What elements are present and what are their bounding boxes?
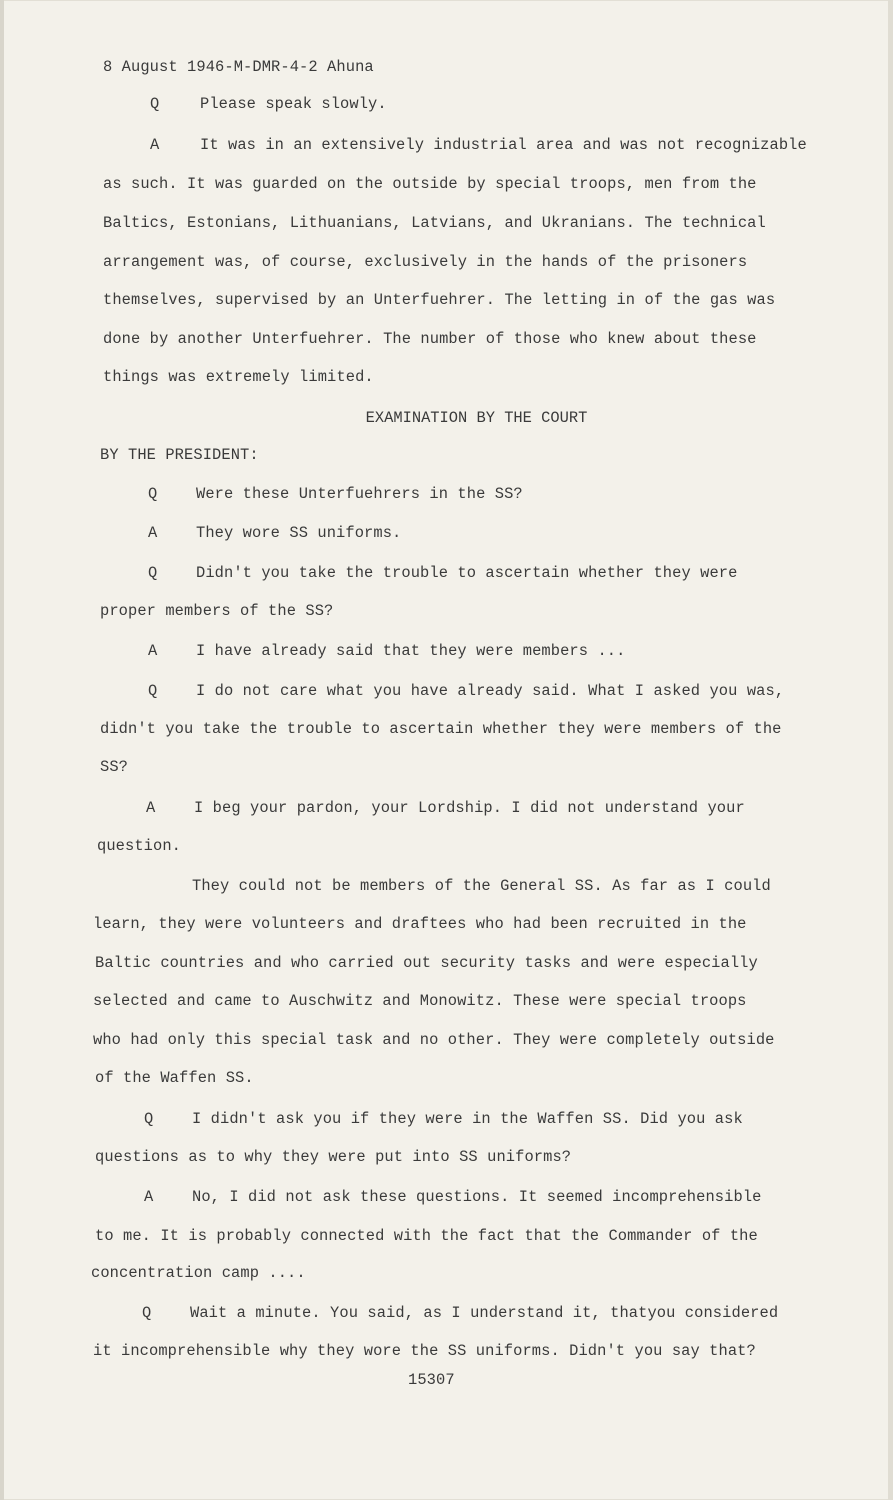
transcript-line: themselves, supervised by an Unterfuehrer. The letting in of the gas was — [103, 291, 776, 309]
speaker-label: Q — [142, 1304, 152, 1322]
transcript-line: to me. It is probably connected with the fact that the Commander of the — [95, 1227, 758, 1245]
transcript-line: done by another Unterfuehrer. The number of those who knew about these — [103, 330, 757, 348]
transcript-line: didn't you take the trouble to ascertain whether they were members of the — [100, 720, 782, 738]
transcript-line: it incomprehensible why they wore the SS uniforms. Didn't you say that? — [93, 1342, 756, 1360]
speaker-label: A — [148, 524, 158, 542]
speaker-label: A — [146, 799, 156, 817]
speaker-label: Q — [144, 1110, 154, 1128]
transcript-line: as such. It was guarded on the outside by special troops, men from the — [103, 175, 757, 193]
speaker-label: Q — [148, 485, 158, 503]
transcript-line: who had only this special task and no other. They were completely outside — [93, 1031, 775, 1049]
by-line: BY THE PRESIDENT: — [100, 446, 259, 464]
transcript-line: proper members of the SS? — [100, 602, 334, 620]
page-header: 8 August 1946-M-DMR-4-2 Ahuna — [103, 58, 374, 76]
transcript-line: Were these Unterfuehrers in the SS? — [196, 485, 523, 503]
transcript-line: learn, they were volunteers and draftees who had been recruited in the — [93, 915, 747, 933]
transcript-line: Baltic countries and who carried out security tasks and were especially — [95, 954, 758, 972]
transcript-line: I beg your pardon, your Lordship. I did not understand your — [194, 799, 745, 817]
transcript-line: SS? — [100, 758, 129, 776]
speaker-label: A — [150, 136, 160, 154]
page-edge-left — [0, 0, 4, 1500]
transcript-line: Wait a minute. You said, as I understand it, thatyou considered — [190, 1304, 779, 1322]
transcript-line: They could not be members of the General SS. As far as I could — [192, 877, 771, 895]
transcript-line: I have already said that they were members ... — [196, 642, 626, 660]
transcript-line: things was extremely limited. — [103, 368, 374, 386]
section-title: EXAMINATION BY THE COURT — [365, 409, 588, 427]
speaker-label: Q — [150, 95, 160, 113]
speaker-label: Q — [148, 682, 158, 700]
transcript-line: Baltics, Estonians, Lithuanians, Latvians, and Ukranians. The technical — [103, 214, 766, 232]
page-edge-right — [888, 0, 893, 1500]
transcript-line: I didn't ask you if they were in the Waffen SS. Did you ask — [192, 1110, 743, 1128]
transcript-line: No, I did not ask these questions. It seemed incomprehensible — [192, 1188, 762, 1206]
transcript-line: It was in an extensively industrial area and was not recognizable — [200, 136, 807, 154]
speaker-label: Q — [148, 564, 158, 582]
page-number: 15307 — [408, 1371, 455, 1389]
speaker-label: A — [148, 642, 158, 660]
transcript-line: selected and came to Auschwitz and Monowitz. These were special troops — [93, 992, 747, 1010]
transcript-line: question. — [97, 837, 182, 855]
speaker-label: A — [144, 1188, 154, 1206]
transcript-line: I do not care what you have already said. What I asked you was, — [196, 682, 785, 700]
transcript-line: questions as to why they were put into SS uniforms? — [95, 1148, 572, 1166]
transcript-line: concentration camp .... — [91, 1264, 306, 1282]
transcript-line: Didn't you take the trouble to ascertain whether they were — [196, 564, 738, 582]
transcript-line: arrangement was, of course, exclusively in the hands of the prisoners — [103, 253, 748, 271]
transcript-line: They wore SS uniforms. — [196, 524, 402, 542]
transcript-line: Please speak slowly. — [200, 95, 387, 113]
transcript-line: of the Waffen SS. — [95, 1069, 254, 1087]
